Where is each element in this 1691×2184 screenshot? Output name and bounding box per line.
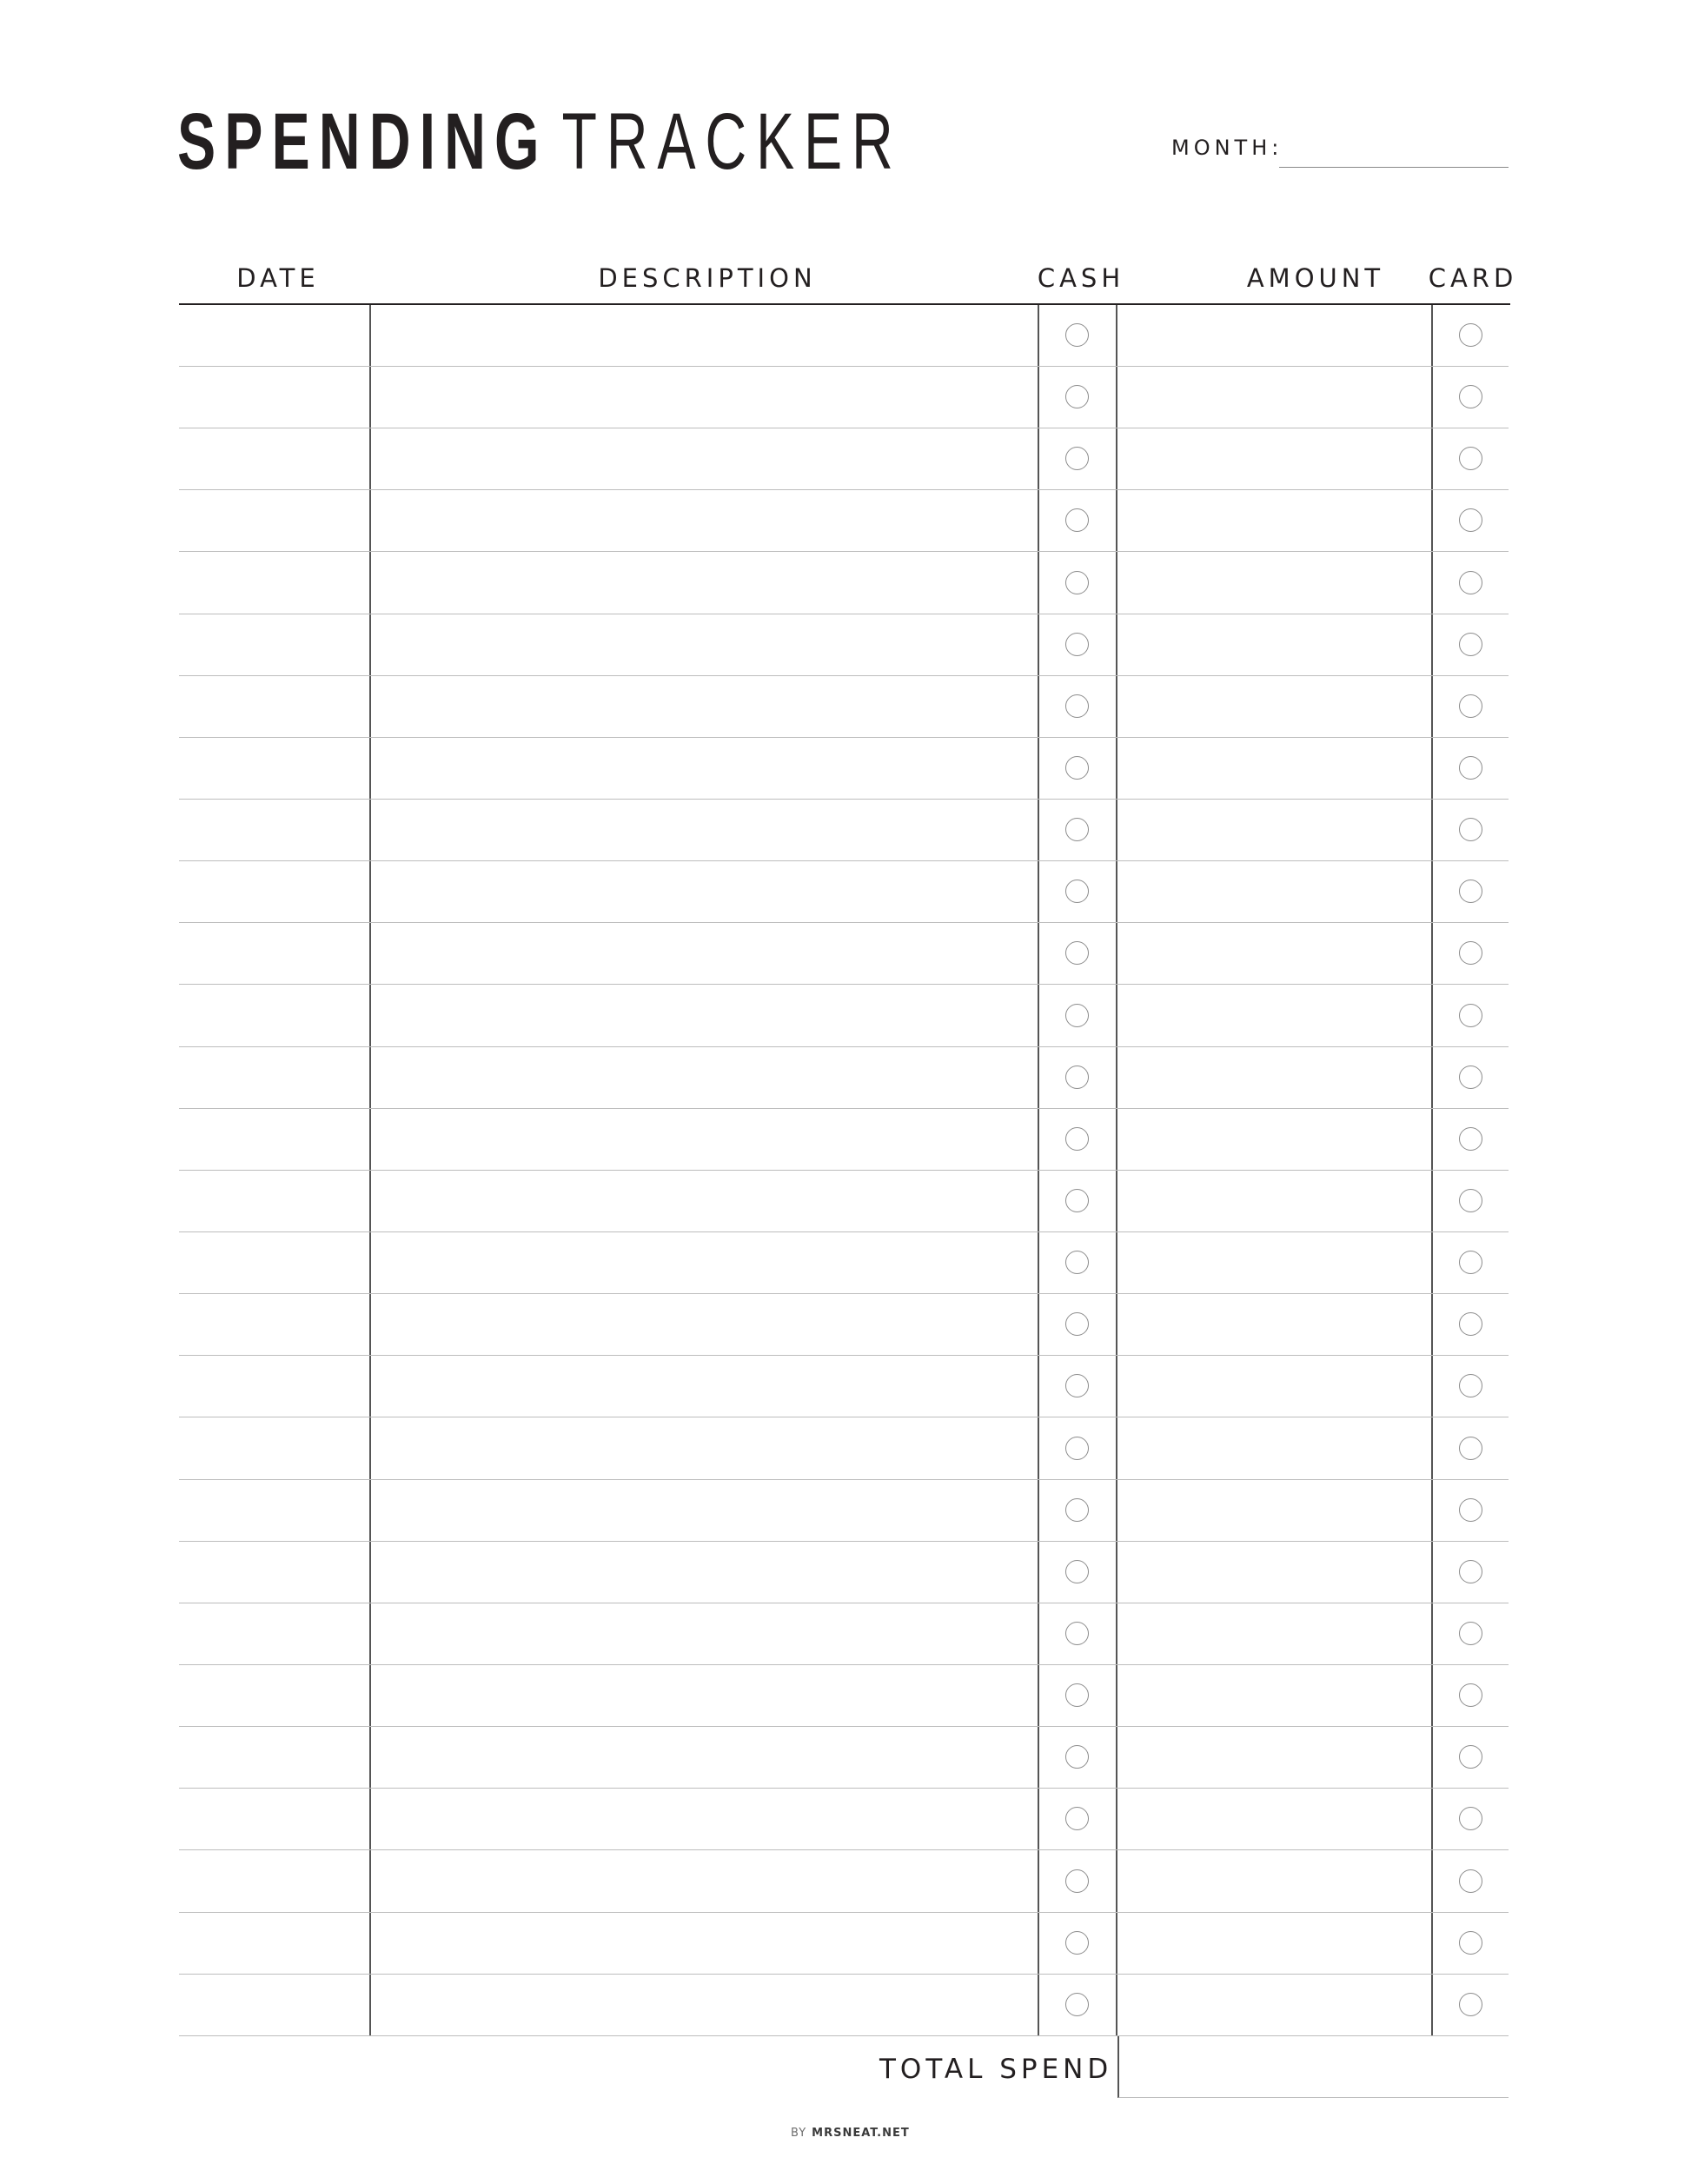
column-header-card: CARD — [1428, 263, 1518, 293]
table-row — [179, 986, 1509, 1047]
date-cell[interactable] — [179, 986, 369, 1046]
card-checkbox-circle[interactable] — [1459, 1498, 1482, 1522]
month-label: MONTH: — [1171, 136, 1283, 160]
cash-checkbox-circle[interactable] — [1065, 818, 1089, 841]
amount-cell[interactable] — [1117, 1480, 1431, 1541]
amount-cell[interactable] — [1117, 923, 1431, 984]
amount-cell[interactable] — [1117, 1789, 1431, 1849]
description-cell[interactable] — [371, 986, 1038, 1046]
description-cell[interactable] — [371, 1171, 1038, 1231]
cash-checkbox-circle[interactable] — [1065, 1251, 1089, 1274]
description-cell[interactable] — [371, 738, 1038, 799]
date-cell[interactable] — [179, 861, 369, 922]
date-cell[interactable] — [179, 553, 369, 614]
description-cell[interactable] — [371, 1109, 1038, 1170]
table-row — [179, 1975, 1509, 2036]
description-cell[interactable] — [371, 1047, 1038, 1108]
date-cell[interactable] — [179, 614, 369, 675]
table-row — [179, 1665, 1509, 1727]
card-checkbox-circle[interactable] — [1459, 1437, 1482, 1460]
cash-checkbox-circle[interactable] — [1065, 1622, 1089, 1645]
column-header-amount: AMOUNT — [1246, 263, 1385, 293]
table-row — [179, 861, 1509, 923]
table-row — [179, 1603, 1509, 1665]
amount-cell[interactable] — [1117, 1913, 1431, 1974]
card-checkbox-circle[interactable] — [1459, 1127, 1482, 1151]
cash-checkbox-circle[interactable] — [1065, 323, 1089, 347]
date-cell[interactable] — [179, 1913, 369, 1974]
description-cell[interactable] — [371, 1975, 1038, 2035]
card-checkbox-circle[interactable] — [1459, 633, 1482, 656]
card-checkbox-circle[interactable] — [1459, 1622, 1482, 1645]
column-header-description: DESCRIPTION — [598, 263, 817, 293]
date-cell[interactable] — [179, 1356, 369, 1417]
table-row — [179, 1109, 1509, 1171]
cash-checkbox-circle[interactable] — [1065, 385, 1089, 408]
date-cell[interactable] — [179, 676, 369, 737]
page-title — [177, 94, 903, 189]
date-cell[interactable] — [179, 923, 369, 984]
date-cell[interactable] — [179, 428, 369, 489]
date-cell[interactable] — [179, 1665, 369, 1726]
date-cell[interactable] — [179, 1851, 369, 1912]
description-cell[interactable] — [371, 1913, 1038, 1974]
date-cell[interactable] — [179, 367, 369, 428]
description-cell[interactable] — [371, 1603, 1038, 1664]
description-cell[interactable] — [371, 367, 1038, 428]
cash-checkbox-circle[interactable] — [1065, 756, 1089, 780]
amount-cell[interactable] — [1117, 1665, 1431, 1726]
card-checkbox-circle[interactable] — [1459, 385, 1482, 408]
description-cell[interactable] — [371, 676, 1038, 737]
cash-checkbox-circle[interactable] — [1065, 1065, 1089, 1089]
card-checkbox-circle[interactable] — [1459, 1189, 1482, 1212]
amount-cell[interactable] — [1117, 800, 1431, 860]
description-cell[interactable] — [371, 1356, 1038, 1417]
cash-checkbox-circle[interactable] — [1065, 1993, 1089, 2016]
amount-cell[interactable] — [1117, 1542, 1431, 1603]
date-cell[interactable] — [179, 1789, 369, 1849]
card-checkbox-circle[interactable] — [1459, 1065, 1482, 1089]
date-cell[interactable] — [179, 1480, 369, 1541]
amount-cell[interactable] — [1117, 490, 1431, 551]
table-row — [179, 1727, 1509, 1789]
amount-cell[interactable] — [1117, 1727, 1431, 1788]
date-cell[interactable] — [179, 490, 369, 551]
column-header-cash: CASH — [1037, 263, 1125, 293]
cash-checkbox-circle[interactable] — [1065, 1498, 1089, 1522]
date-cell[interactable] — [179, 1294, 369, 1355]
description-cell[interactable] — [371, 305, 1038, 366]
date-cell[interactable] — [179, 1418, 369, 1479]
amount-cell[interactable] — [1117, 1171, 1431, 1231]
card-checkbox-circle[interactable] — [1459, 1560, 1482, 1583]
card-checkbox-circle[interactable] — [1459, 818, 1482, 841]
date-cell[interactable] — [179, 1542, 369, 1603]
table-row — [179, 305, 1509, 367]
card-checkbox-circle[interactable] — [1459, 1993, 1482, 2016]
card-checkbox-circle[interactable] — [1459, 1683, 1482, 1707]
amount-cell[interactable] — [1117, 367, 1431, 428]
table-row — [179, 1294, 1509, 1356]
amount-cell[interactable] — [1117, 986, 1431, 1046]
amount-cell[interactable] — [1117, 1418, 1431, 1479]
description-cell[interactable] — [371, 1789, 1038, 1849]
date-cell[interactable] — [179, 305, 369, 366]
description-cell[interactable] — [371, 1727, 1038, 1788]
description-cell[interactable] — [371, 1851, 1038, 1912]
credit-prefix: BY — [791, 2127, 807, 2140]
description-cell[interactable] — [371, 861, 1038, 922]
date-cell[interactable] — [179, 800, 369, 860]
title-spending: SPENDING — [177, 97, 548, 186]
card-checkbox-circle[interactable] — [1459, 1869, 1482, 1893]
cash-checkbox-circle[interactable] — [1065, 1437, 1089, 1460]
description-cell[interactable] — [371, 614, 1038, 675]
table-row — [179, 923, 1509, 985]
amount-cell[interactable] — [1117, 861, 1431, 922]
cash-checkbox-circle[interactable] — [1065, 1683, 1089, 1707]
amount-cell[interactable] — [1117, 428, 1431, 489]
description-cell[interactable] — [371, 1418, 1038, 1479]
card-checkbox-circle[interactable] — [1459, 571, 1482, 594]
table-row — [179, 490, 1509, 552]
total-spend-field[interactable] — [1117, 2036, 1509, 2098]
cash-checkbox-circle[interactable] — [1065, 1127, 1089, 1151]
description-cell[interactable] — [371, 1232, 1038, 1293]
credit — [791, 2126, 910, 2141]
cash-checkbox-circle[interactable] — [1065, 1189, 1089, 1212]
table-row — [179, 1047, 1509, 1109]
table-row — [179, 1542, 1509, 1603]
table-row — [179, 1232, 1509, 1294]
amount-cell[interactable] — [1117, 1975, 1431, 2035]
card-checkbox-circle[interactable] — [1459, 323, 1482, 347]
table-row — [179, 367, 1509, 428]
date-cell[interactable] — [179, 1975, 369, 2035]
table-row — [179, 1171, 1509, 1232]
title-tracker: TRACKER — [561, 97, 903, 186]
credit-site: MRSNEAT.NET — [812, 2127, 910, 2140]
table-row — [179, 1913, 1509, 1975]
amount-cell[interactable] — [1117, 1356, 1431, 1417]
table-row — [179, 428, 1509, 490]
amount-cell[interactable] — [1117, 1851, 1431, 1912]
cash-checkbox-circle[interactable] — [1065, 694, 1089, 718]
amount-cell[interactable] — [1117, 305, 1431, 366]
description-cell[interactable] — [371, 1480, 1038, 1541]
card-checkbox-circle[interactable] — [1459, 1004, 1482, 1027]
card-checkbox-circle[interactable] — [1459, 694, 1482, 718]
amount-cell[interactable] — [1117, 1047, 1431, 1108]
date-cell[interactable] — [179, 1727, 369, 1788]
date-cell[interactable] — [179, 1171, 369, 1231]
date-cell[interactable] — [179, 1603, 369, 1664]
description-cell[interactable] — [371, 1294, 1038, 1355]
amount-cell[interactable] — [1117, 1109, 1431, 1170]
amount-cell[interactable] — [1117, 1232, 1431, 1293]
table-row — [179, 1418, 1509, 1480]
table-row — [179, 614, 1509, 676]
date-cell[interactable] — [179, 1109, 369, 1170]
table-row — [179, 1356, 1509, 1417]
column-header-date: DATE — [236, 263, 320, 293]
date-cell[interactable] — [179, 738, 369, 799]
card-checkbox-circle[interactable] — [1459, 756, 1482, 780]
amount-cell[interactable] — [1117, 676, 1431, 737]
card-checkbox-circle[interactable] — [1459, 1931, 1482, 1955]
cash-checkbox-circle[interactable] — [1065, 1560, 1089, 1583]
month-input-line[interactable] — [1279, 167, 1509, 168]
description-cell[interactable] — [371, 428, 1038, 489]
amount-cell[interactable] — [1117, 738, 1431, 799]
card-checkbox-circle[interactable] — [1459, 1251, 1482, 1274]
cash-checkbox-circle[interactable] — [1065, 571, 1089, 594]
description-cell[interactable] — [371, 923, 1038, 984]
amount-cell[interactable] — [1117, 1603, 1431, 1664]
description-cell[interactable] — [371, 1542, 1038, 1603]
cash-checkbox-circle[interactable] — [1065, 1004, 1089, 1027]
table-row — [179, 1789, 1509, 1850]
amount-cell[interactable] — [1117, 614, 1431, 675]
table-row — [179, 738, 1509, 800]
cash-checkbox-circle[interactable] — [1065, 633, 1089, 656]
cash-checkbox-circle[interactable] — [1065, 1869, 1089, 1893]
table-row — [179, 1851, 1509, 1913]
amount-cell[interactable] — [1117, 553, 1431, 614]
total-spend-label: TOTAL SPEND — [879, 2054, 1113, 2085]
table-row — [179, 1480, 1509, 1542]
description-cell[interactable] — [371, 490, 1038, 551]
description-cell[interactable] — [371, 800, 1038, 860]
cash-checkbox-circle[interactable] — [1065, 1931, 1089, 1955]
table-row — [179, 800, 1509, 861]
description-cell[interactable] — [371, 1665, 1038, 1726]
date-cell[interactable] — [179, 1047, 369, 1108]
date-cell[interactable] — [179, 1232, 369, 1293]
table-row — [179, 676, 1509, 738]
table-row — [179, 553, 1509, 614]
amount-cell[interactable] — [1117, 1294, 1431, 1355]
description-cell[interactable] — [371, 553, 1038, 614]
